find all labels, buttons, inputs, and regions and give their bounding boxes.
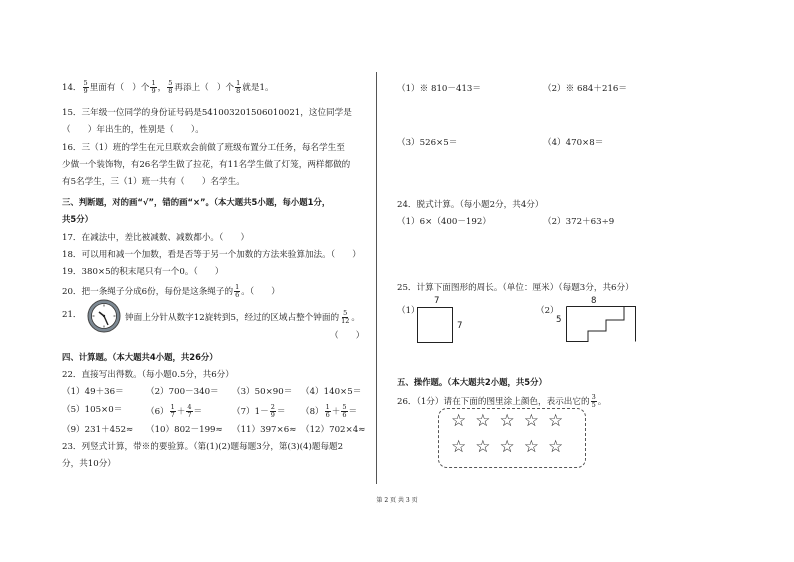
clock-face-icon: [87, 299, 121, 333]
question-24-title: 24．脱式计算。（每小题2分，共4分）: [397, 200, 544, 210]
column-divider: [376, 72, 377, 484]
star-icon[interactable]: ☆: [475, 437, 500, 457]
star-row[interactable]: [451, 436, 572, 458]
stair-top-label: 8: [591, 296, 597, 306]
section-4-heading: 四、计算题。（本大题共4小题，共26分）: [62, 352, 218, 362]
question-23-line2: 分，共10分）: [62, 459, 116, 469]
vertical-calc-item: （2）※ 684＋216＝: [543, 84, 627, 94]
square-figure: [417, 307, 453, 343]
question-15-line1: 15．三年级一位同学的身份证号码是541003201506010021，这位同学是: [62, 108, 352, 118]
question-25-title: 25．计算下面图形的周长。（单位：厘米）（每题3分，共6分）: [397, 283, 634, 293]
star-icon[interactable]: ☆: [548, 437, 573, 457]
question-16-line1: 16．三（1）班的学生在元旦联欢会前做了班级布置分工任务，每名学生至: [62, 143, 345, 153]
question-22-title: 22．直接写出得数。（每小题0.5分，共6分）: [62, 370, 234, 380]
calc-item: （7）1－ $\frac{2}{9}$ ＝: [232, 403, 286, 419]
vertical-calc-item: （3）526×5＝: [397, 138, 458, 148]
section-5-heading: 五、操作题。（本大题共2小题，共5分）: [397, 377, 547, 387]
section-3-heading-line1: 三、判断题，对的画“√”，错的画“×”。（本大题共5小题，每小题1分，: [62, 197, 331, 207]
calc-item: （9）231＋452≈: [62, 425, 134, 435]
question-16-line3: 有5名学生，三（1）班一共有（ ）名学生。: [62, 177, 245, 187]
star-icon[interactable]: ☆: [523, 411, 548, 431]
star-icon[interactable]: ☆: [499, 411, 524, 431]
calc-item: （4）140×5＝: [301, 387, 362, 397]
star-icon[interactable]: ☆: [475, 411, 500, 431]
square-top-label: 7: [434, 296, 440, 306]
calc-item: （6） $\frac{1}{7}$ ＋ $\frac{4}{7}$ ＝: [146, 403, 203, 419]
question-25-label: （1）: [397, 306, 420, 316]
question-16-line2: 少做一个装饰物，有26名学生做了拉花，有11名学生做了灯笼，两样都做的: [62, 160, 351, 170]
question-21-answer-paren: （ ）: [330, 331, 365, 341]
calc-item: （2）700－340＝: [146, 387, 219, 397]
calc-item: （8） $\frac{1}{6}$ ＋ $\frac{5}{6}$ ＝: [301, 403, 358, 419]
star-icon[interactable]: ☆: [523, 437, 548, 457]
question-24-item: （1）6×（400－192）: [397, 217, 491, 227]
star-icon[interactable]: ☆: [451, 411, 476, 431]
calc-item: （12）702×4≈: [301, 425, 366, 435]
question-25-label: （2）: [536, 306, 559, 316]
question-19: 19．380×5的积末尾只有一个0。（ ）: [62, 267, 224, 277]
star-row[interactable]: [451, 410, 572, 432]
calc-item: （11）397×6≈: [232, 425, 297, 435]
staircase-figure: [566, 306, 636, 342]
star-icon[interactable]: ☆: [499, 437, 524, 457]
question-21-number: 21．: [62, 310, 82, 320]
question-23-line1: 23．列竖式计算，带※的要验算。（第(1)(2)题每题3分，第(3)(4)题每题2: [62, 442, 344, 452]
calc-item: （5）105×0＝: [62, 405, 123, 415]
question-14: 14． $\frac{5}{9}$ 里面有（ ）个 $\frac{1}{9}$ ， $\frac{5}{8}$ 再添上（ ）个 $\frac{1}{8}$ 就是1。: [62, 79, 274, 95]
question-20: 20．把一条绳子分成6份，每份是这条绳子的 $\frac{1}{6}$ 。（ ）: [62, 283, 280, 299]
square-side-label: 7: [457, 321, 463, 331]
section-3-heading-line2: 共5分）: [62, 214, 93, 224]
question-18: 18．可以用和减一个加数，看是否等于另一个加数的方法来验算加法。（ ）: [62, 250, 361, 260]
question-15-line2: （ ）年出生的，性别是（ ）。: [62, 125, 204, 135]
question-26: 26．（1分）请在下面的图里涂上颜色，表示出它的 $\frac{3}{5}$ 。: [397, 393, 607, 409]
star-icon[interactable]: ☆: [548, 411, 573, 431]
vertical-calc-item: （4）470×8＝: [543, 138, 604, 148]
question-24-item: （2）372＋63÷9: [543, 217, 615, 227]
vertical-calc-item: （1）※ 810－413＝: [397, 84, 481, 94]
page-footer: 第 2 页 共 3 页: [376, 497, 418, 504]
question-21-text: 钟面上分针从数字12旋转到5，经过的区域占整个钟面的 $\frac{5}{12}$ 。: [125, 309, 360, 325]
stair-side-label: 5: [556, 315, 562, 325]
calc-item: （1）49＋36＝: [62, 387, 124, 397]
star-icon[interactable]: ☆: [451, 437, 476, 457]
calc-item: （10）802－199≈: [146, 425, 223, 435]
calc-item: （3）50×90＝: [232, 387, 293, 397]
question-17: 17．在减法中，差比被减数、减数都小。（ ）: [62, 233, 250, 243]
